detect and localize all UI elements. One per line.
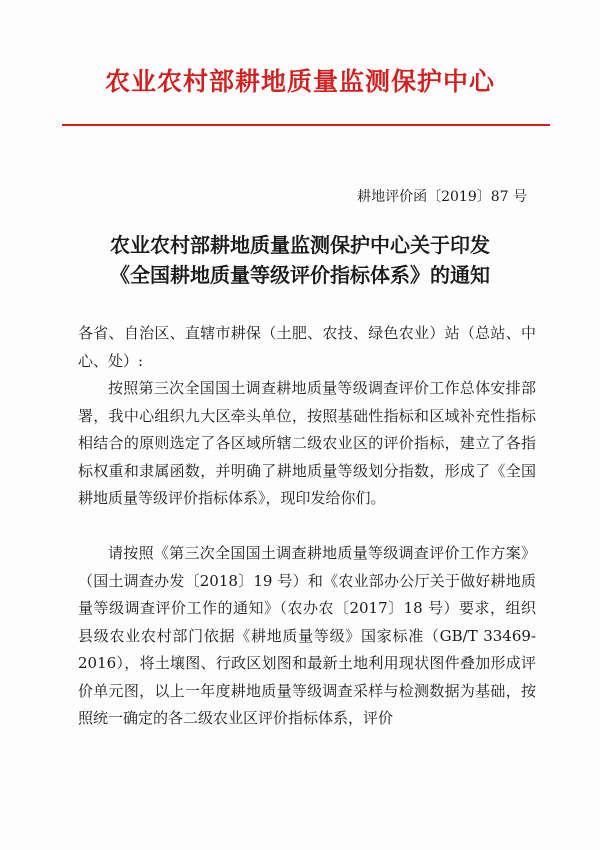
body-paragraph-1 (78, 375, 536, 513)
document-number: 耕地评价函〔2019〕87 号 (357, 189, 527, 205)
addressee (78, 320, 536, 375)
addressee-text: 各省、自治区、直辖市耕保（土肥、农技、绿色农业）站（总站、中心、处）: (78, 324, 536, 370)
document-title (0, 230, 600, 290)
title-line-1: 农业农村部耕地质量监测保护中心关于印发 (110, 233, 490, 257)
paragraph-2-text: 请按照《第三次全国国土调查耕地质量等级调查评价工作方案》（国土调查办发〔2018〕19 号）和《农业部办公厅关于做好耕地质量等级调查评价工作的通知》（农办农〔2017〕18 号）要求，组织县级农业农村部门依据《耕地质量等级》国家标准（GB/T 33469-2016），将土壤图、行政区划图和最新土地利用现状图件叠加形成评价单元图，以上一年度耕地质量等级调查采样与检测数据为基础，按照统一确定的各二级农业区评价指标体系，评价 (78, 544, 536, 727)
organization-header: 农业农村部耕地质量监测保护中心 (104, 67, 495, 96)
red-divider-line (62, 124, 550, 126)
paragraph-1-text: 按照第三次全国国土调查耕地质量等级调查评价工作总体安排部署，我中心组织九大区牵头单位，按照基础性指标和区域补充性指标相结合的原则选定了各区域所辖二级农业区的评价指标，建立了各指标权重和隶属函数，并明确了耕地质量等级划分指数，形成了《全国耕地质量等级评价指标体系》，现印发给你们。 (78, 379, 536, 507)
body-paragraph-2 (78, 540, 536, 733)
title-line-2: 《全国耕地质量等级评价指标体系》的通知 (110, 263, 490, 287)
